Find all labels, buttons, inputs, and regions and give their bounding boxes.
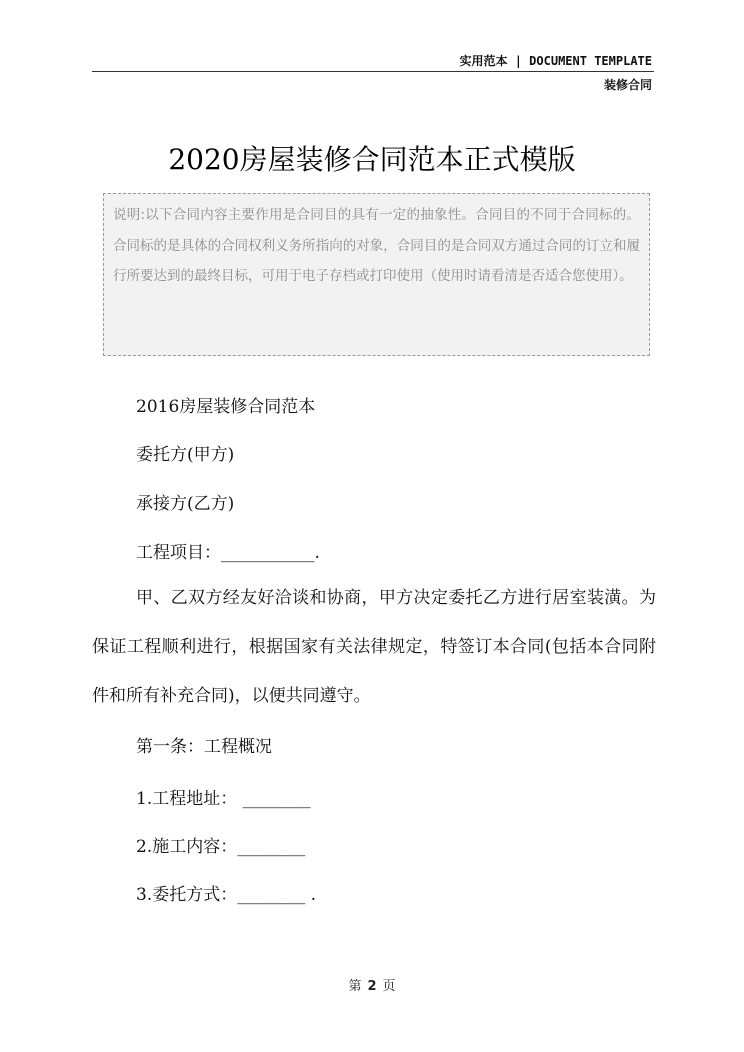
footer-prefix: 第 xyxy=(348,979,362,994)
document-title: 2020房屋装修合同范本正式模版 xyxy=(168,143,576,176)
project-line: 工程项目：___________. xyxy=(136,543,320,563)
header-category: 装修合同 xyxy=(603,78,652,92)
contract-subtitle: 2016房屋装修合同范本 xyxy=(136,397,316,417)
article-1-heading: 第一条：工程概况 xyxy=(136,737,272,757)
header-brand-line: 实用范本 | DOCUMENT TEMPLATE xyxy=(459,54,652,68)
page-footer xyxy=(0,975,744,994)
item-2-content: 2.施工内容：________ xyxy=(136,837,306,857)
footer-suffix: 页 xyxy=(382,979,396,994)
preamble-paragraph: 甲、乙双方经友好洽谈和协商，甲方决定委托乙方进行居室装潢。为保证工程顺利进行，根据国家有关法律规定，特签订本合同(包括本合同附件和所有补充合同)，以便共同遵守。 xyxy=(92,588,656,706)
item-1-address: 1.工程地址： ________ xyxy=(136,789,311,809)
item-3-method: 3.委托方式：________ . xyxy=(136,885,317,905)
page-number: 2 xyxy=(367,979,377,994)
party-a-line: 委托方(甲方) xyxy=(136,445,235,465)
instruction-note-box xyxy=(103,193,650,356)
party-b-line: 承接方(乙方) xyxy=(136,494,235,514)
instruction-note-text: 说明:以下合同内容主要作用是合同目的具有一定的抽象性。合同目的不同于合同标的。合同标的是具体的合同权利义务所指向的对象，合同目的是合同双方通过合同的订立和履行所要达到的最终目标，可用于电子存档或打印使用（使用时请看清是否适合您使用）。 xyxy=(113,207,640,284)
header-divider xyxy=(92,71,654,72)
